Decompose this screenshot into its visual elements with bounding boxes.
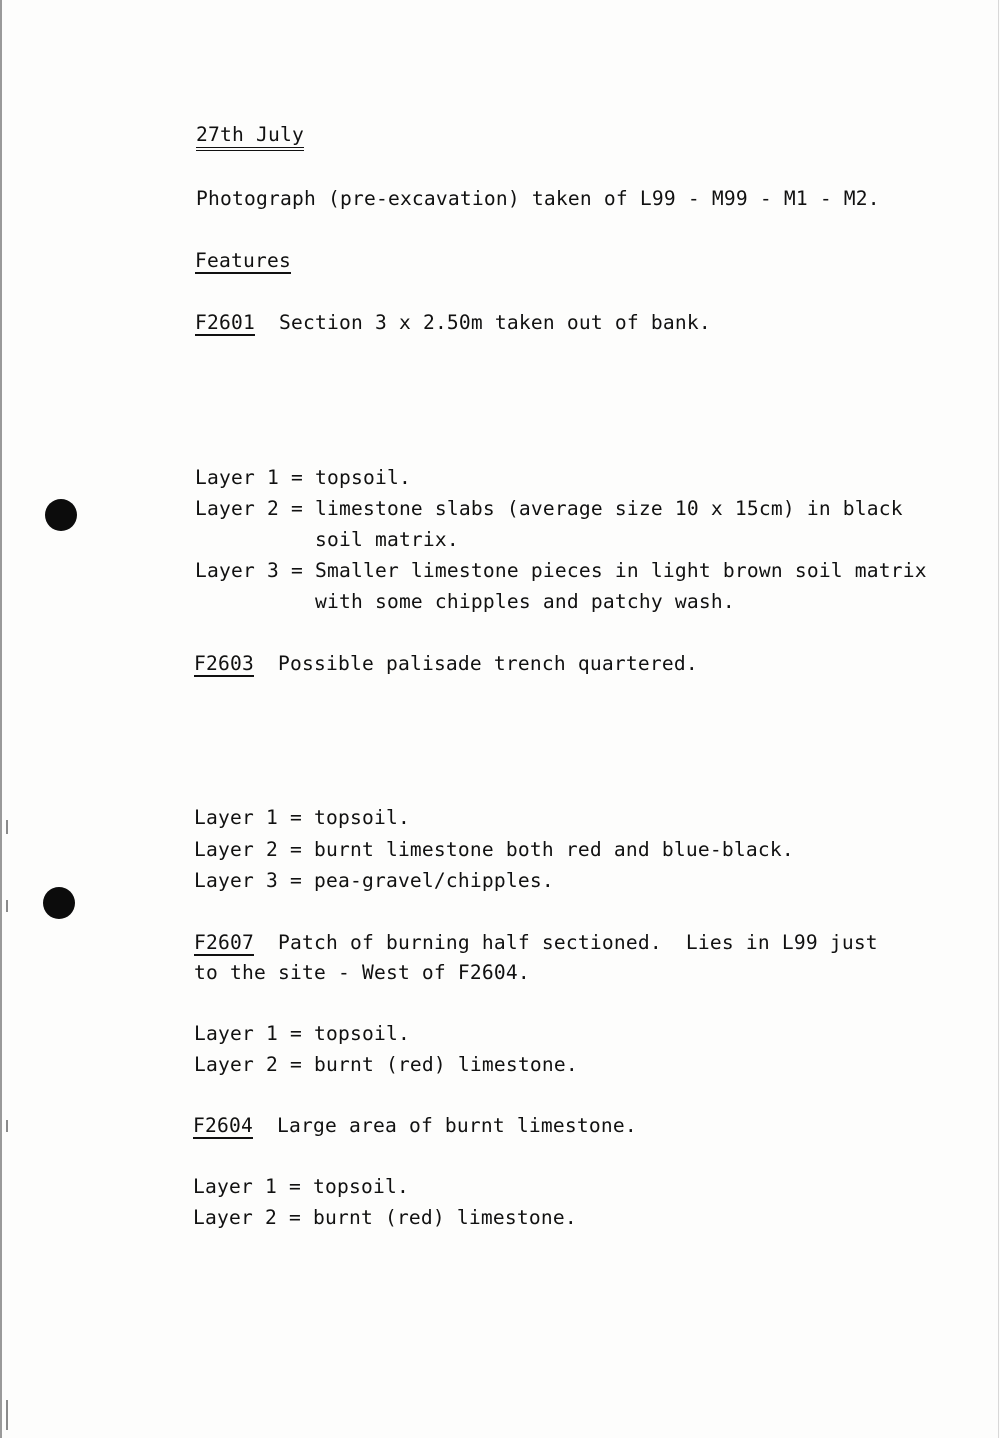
layer-line: Layer 2 = burnt limestone both red and blue-black. [194, 838, 794, 861]
layer-line: Layer 1 = topsoil. [194, 806, 410, 829]
feature-f2604-line [193, 1114, 637, 1138]
punch-hole-upper [45, 499, 77, 531]
feature-f2603-line [194, 652, 698, 676]
feature-description: Section 3 x 2.50m taken out of bank. [278, 311, 711, 334]
feature-f2607-line [194, 931, 878, 955]
right-page-edge [998, 0, 999, 1438]
features-heading: Features [195, 249, 291, 272]
layer-line: Layer 1 = topsoil. [193, 1175, 409, 1198]
layer-line: soil matrix. [195, 528, 459, 551]
layer-line: Layer 1 = topsoil. [195, 466, 411, 489]
layer-line: with some chipples and patchy wash. [195, 590, 735, 613]
punch-hole-lower [43, 887, 75, 919]
edge-mark [6, 900, 8, 912]
feature-f2601-line [195, 311, 711, 335]
edge-mark [6, 820, 8, 834]
edge-mark [6, 1120, 8, 1132]
layer-line: Layer 2 = limestone slabs (average size 10 x 15cm) in black [195, 497, 903, 520]
feature-code: F2607 [194, 931, 254, 954]
feature-description: Large area of burnt limestone. [276, 1114, 637, 1137]
layer-line: Layer 2 = burnt (red) limestone. [194, 1053, 578, 1076]
layer-line: Layer 1 = topsoil. [194, 1022, 410, 1045]
photo-note: Photograph (pre-excavation) taken of L99 - M99 - M1 - M2. [196, 187, 880, 210]
feature-description: Patch of burning half sectioned. Lies in L99 just [277, 931, 878, 954]
feature-code: F2604 [193, 1114, 253, 1137]
feature-description: Possible palisade trench quartered. [277, 652, 698, 675]
feature-description-cont: to the site - West of F2604. [194, 961, 530, 984]
layer-line: Layer 3 = Smaller limestone pieces in light brown soil matrix [195, 559, 927, 582]
edge-mark [6, 1400, 8, 1430]
layer-line: Layer 2 = burnt (red) limestone. [193, 1206, 577, 1229]
feature-code: F2603 [194, 652, 254, 675]
date-heading: 27th July [196, 123, 304, 151]
left-page-edge [0, 0, 2, 1438]
layer-line: Layer 3 = pea-gravel/chipples. [194, 869, 554, 892]
feature-code: F2601 [195, 311, 255, 334]
